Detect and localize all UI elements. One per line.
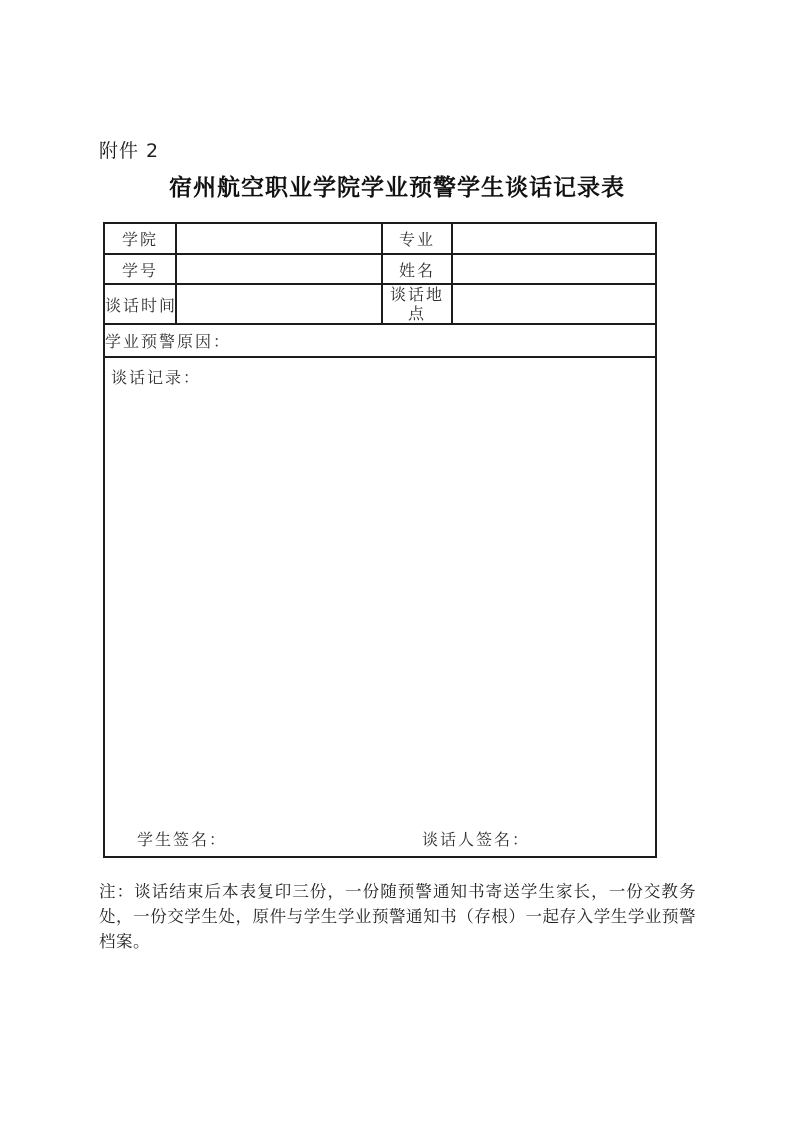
table-row-talk-record — [104, 357, 656, 857]
page-title: 宿州航空职业学院学业预警学生谈话记录表 — [169, 175, 625, 201]
interviewer-signature-label: 谈话人签名： — [422, 830, 531, 849]
talk-place-label: 谈话地点 — [382, 284, 452, 324]
table-row-time-place — [104, 284, 656, 324]
talk-record-field[interactable] — [104, 357, 656, 857]
student-id-field[interactable] — [176, 254, 382, 284]
talk-time-field[interactable] — [176, 284, 382, 324]
talk-place-field[interactable] — [452, 284, 656, 324]
college-field[interactable] — [176, 223, 382, 254]
name-field[interactable] — [452, 254, 656, 284]
talk-record-label: 谈话记录： — [111, 368, 202, 387]
interview-record-table — [103, 222, 657, 858]
major-field[interactable] — [452, 223, 656, 254]
table-row-id-name — [104, 254, 656, 284]
table-row-college-major — [104, 223, 656, 254]
major-label: 专业 — [382, 223, 452, 254]
name-label: 姓名 — [382, 254, 452, 284]
talk-time-label: 谈话时间 — [104, 284, 176, 324]
signature-row — [105, 827, 655, 847]
warning-reason-field[interactable]: 学业预警原因： — [104, 324, 656, 357]
table-row-warning-reason — [104, 324, 656, 357]
student-id-label: 学号 — [104, 254, 176, 284]
attachment-label: 附件 2 — [99, 140, 160, 162]
student-signature-label: 学生签名： — [137, 830, 228, 849]
college-label: 学院 — [104, 223, 176, 254]
footer-note: 注：谈话结束后本表复印三份，一份随预警通知书寄送学生家长，一份交教务处，一份交学生处，原件与学生学业预警通知书（存根）一起存入学生学业预警档案。 — [99, 882, 696, 951]
